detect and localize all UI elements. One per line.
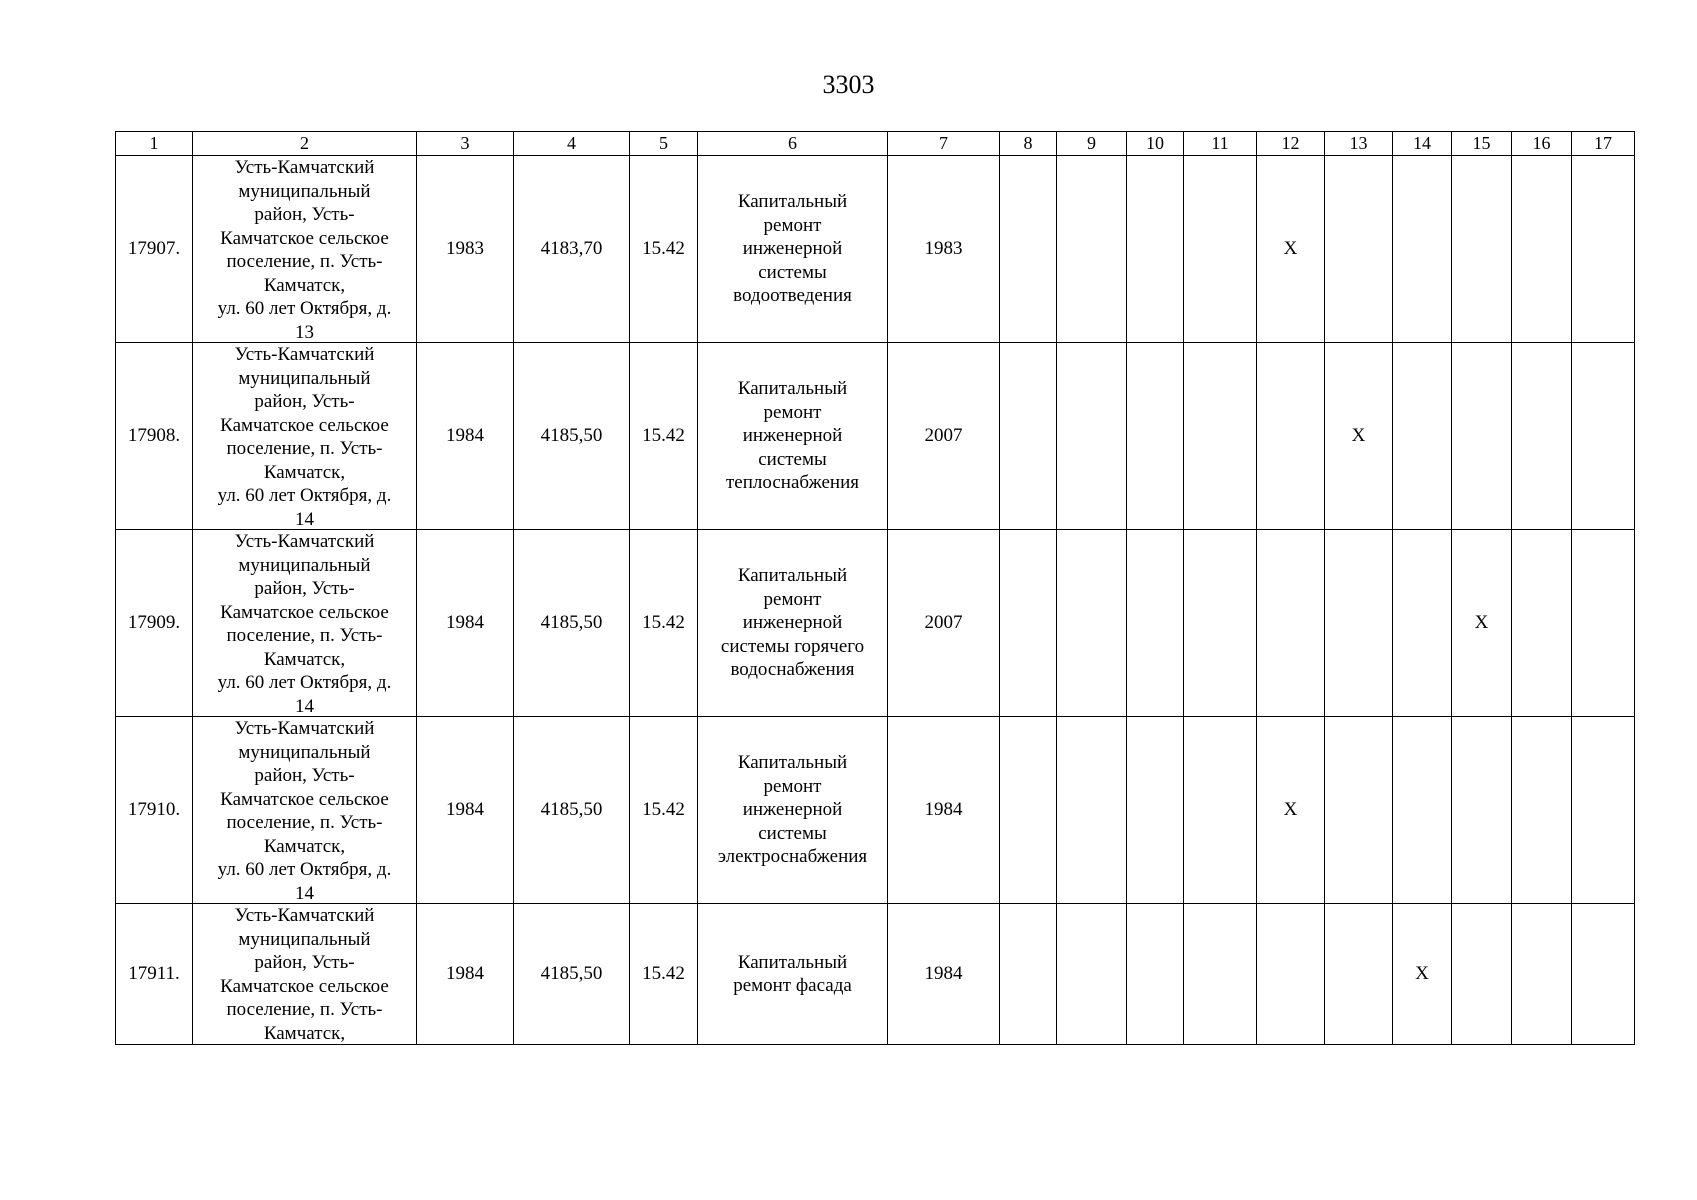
address-line: район, Усть-: [254, 765, 355, 786]
address-cell: [193, 156, 417, 343]
mark-cell: [1512, 717, 1572, 904]
work-line: ремонт: [763, 588, 822, 610]
mark-cell: [1000, 343, 1057, 530]
address-line: 14: [295, 508, 314, 529]
year-cell: 1983: [888, 156, 1000, 343]
work-type-cell: [698, 530, 888, 717]
work-line: Капитальный: [737, 752, 848, 774]
address-text: [199, 717, 410, 903]
address-text: [199, 156, 410, 342]
work-line: ремонт: [763, 401, 822, 423]
address-line: Камчатск,: [263, 1022, 346, 1044]
year-cell: 2007: [888, 343, 1000, 530]
header-cell: 17: [1572, 132, 1635, 156]
header-cell: 3: [417, 132, 514, 156]
address-line: Усть-Камчатский: [234, 531, 375, 552]
table-row: [116, 343, 1635, 530]
header-cell: 9: [1057, 132, 1127, 156]
address-line: ул. 60 лет Октября, д.: [217, 485, 392, 506]
mark-cell: [1184, 717, 1257, 904]
address-line: поселение, п. Усть-: [226, 625, 383, 646]
address-line: поселение, п. Усть-: [226, 999, 383, 1020]
year-built: 1984: [417, 904, 514, 1045]
mark-cell: [1572, 530, 1635, 717]
header-cell: 7: [888, 132, 1000, 156]
mark-cell: [1572, 156, 1635, 343]
year-built: 1983: [417, 156, 514, 343]
mark-cell: [1127, 343, 1184, 530]
row-number: 17908.: [116, 343, 193, 530]
header-cell: 16: [1512, 132, 1572, 156]
mark-cell: [1512, 343, 1572, 530]
address-line: 14: [295, 695, 314, 716]
mark-cell: X: [1325, 343, 1393, 530]
address-text: [199, 343, 410, 529]
year-cell: 1984: [888, 904, 1000, 1045]
address-line: ул. 60 лет Октября, д.: [217, 672, 392, 693]
mark-cell: [1572, 904, 1635, 1045]
mark-cell: [1000, 717, 1057, 904]
address-line: 13: [295, 321, 314, 342]
header-cell: 8: [1000, 132, 1057, 156]
mark-cell: [1184, 343, 1257, 530]
header-cell: 13: [1325, 132, 1393, 156]
mark-cell: [1257, 343, 1325, 530]
mark-cell: [1057, 717, 1127, 904]
work-line: Капитальный: [737, 951, 848, 973]
mark-cell: [1572, 343, 1635, 530]
address-line: муниципальный: [238, 554, 371, 576]
code-cell: 15.42: [630, 904, 698, 1045]
address-line: Камчатск,: [263, 835, 346, 857]
header-cell: 6: [698, 132, 888, 156]
total-area: 4185,50: [514, 904, 630, 1045]
work-line: системы горячего: [720, 635, 865, 657]
mark-cell: [1057, 156, 1127, 343]
mark-cell: [1452, 343, 1512, 530]
mark-cell: [1512, 530, 1572, 717]
header-cell: 5: [630, 132, 698, 156]
work-type-cell: [698, 156, 888, 343]
code-cell: 15.42: [630, 530, 698, 717]
work-line: инженерной: [742, 612, 843, 634]
mark-cell: [1257, 530, 1325, 717]
work-line: системы: [758, 448, 827, 470]
address-line: поселение, п. Усть-: [226, 812, 383, 833]
address-line: Камчатск,: [263, 461, 346, 483]
mark-cell: [1393, 343, 1452, 530]
address-line: район, Усть-: [254, 391, 355, 412]
work-line: ремонт: [763, 775, 822, 797]
address-line: муниципальный: [238, 741, 371, 763]
work-line: Капитальный: [737, 565, 848, 587]
work-line: водоснабжения: [730, 659, 855, 681]
address-cell: [193, 904, 417, 1045]
total-area: 4185,50: [514, 717, 630, 904]
work-line: электроснабжения: [717, 846, 868, 868]
address-line: район, Усть-: [254, 204, 355, 225]
address-line: Усть-Камчатский: [234, 905, 375, 926]
address-line: Камчатское сельское: [220, 788, 389, 810]
address-line: поселение, п. Усть-: [226, 251, 383, 272]
mark-cell: [1452, 156, 1512, 343]
address-cell: [193, 530, 417, 717]
mark-cell: X: [1257, 156, 1325, 343]
address-line: муниципальный: [238, 928, 371, 950]
work-line: системы: [758, 822, 827, 844]
table-row: [116, 717, 1635, 904]
row-number: 17911.: [116, 904, 193, 1045]
header-cell: 14: [1393, 132, 1452, 156]
address-cell: [193, 343, 417, 530]
mark-cell: [1127, 904, 1184, 1045]
address-line: Камчатск,: [263, 274, 346, 296]
mark-cell: [1393, 717, 1452, 904]
work-line: инженерной: [742, 238, 843, 260]
table-row: [116, 530, 1635, 717]
mark-cell: [1512, 904, 1572, 1045]
mark-cell: [1000, 156, 1057, 343]
work-line: водоотведения: [733, 285, 852, 307]
mark-cell: [1127, 530, 1184, 717]
mark-cell: [1325, 156, 1393, 343]
address-text: [199, 530, 410, 716]
header-cell: 12: [1257, 132, 1325, 156]
header-cell: 1: [116, 132, 193, 156]
code-cell: 15.42: [630, 717, 698, 904]
row-number: 17909.: [116, 530, 193, 717]
mark-cell: [1057, 904, 1127, 1045]
mark-cell: [1325, 904, 1393, 1045]
mark-cell: X: [1452, 530, 1512, 717]
page-number: 3303: [822, 70, 875, 99]
year-built: 1984: [417, 717, 514, 904]
mark-cell: [1184, 156, 1257, 343]
mark-cell: [1127, 717, 1184, 904]
address-line: муниципальный: [238, 180, 371, 202]
mark-cell: [1057, 530, 1127, 717]
total-area: 4183,70: [514, 156, 630, 343]
mark-cell: [1184, 530, 1257, 717]
year-built: 1984: [417, 343, 514, 530]
address-line: Камчатское сельское: [220, 227, 389, 249]
mark-cell: [1325, 717, 1393, 904]
row-number: 17910.: [116, 717, 193, 904]
address-line: Усть-Камчатский: [234, 344, 375, 365]
address-line: район, Усть-: [254, 578, 355, 599]
address-line: район, Усть-: [254, 952, 355, 973]
mark-cell: [1257, 904, 1325, 1045]
mark-cell: [1572, 717, 1635, 904]
table-row: [116, 156, 1635, 343]
work-line: инженерной: [742, 425, 843, 447]
row-number: 17907.: [116, 156, 193, 343]
work-line: Капитальный: [737, 191, 848, 213]
mark-cell: [1127, 156, 1184, 343]
address-line: Камчатское сельское: [220, 601, 389, 623]
header-cell: 2: [193, 132, 417, 156]
mark-cell: [1393, 530, 1452, 717]
address-line: ул. 60 лет Октября, д.: [217, 859, 392, 880]
code-cell: 15.42: [630, 156, 698, 343]
table-row: [116, 904, 1635, 1045]
mark-cell: [1184, 904, 1257, 1045]
work-line: Капитальный: [737, 378, 848, 400]
year-built: 1984: [417, 530, 514, 717]
address-line: ул. 60 лет Октября, д.: [217, 298, 392, 319]
address-line: Камчатское сельское: [220, 414, 389, 436]
work-type-cell: [698, 717, 888, 904]
address-cell: [193, 717, 417, 904]
address-text: [199, 904, 410, 1044]
code-cell: 15.42: [630, 343, 698, 530]
address-line: Усть-Камчатский: [234, 157, 375, 178]
work-line: теплоснабжения: [726, 472, 859, 494]
mark-cell: [1057, 343, 1127, 530]
total-area: 4185,50: [514, 530, 630, 717]
work-line: системы: [758, 261, 827, 283]
work-type-cell: [698, 343, 888, 530]
address-line: Камчатск,: [263, 648, 346, 670]
header-cell: 10: [1127, 132, 1184, 156]
mark-cell: X: [1257, 717, 1325, 904]
year-cell: 1984: [888, 717, 1000, 904]
work-line: инженерной: [742, 799, 843, 821]
mark-cell: [1325, 530, 1393, 717]
header-row: [116, 132, 1635, 156]
address-line: 14: [295, 882, 314, 903]
total-area: 4185,50: [514, 343, 630, 530]
header-cell: 11: [1184, 132, 1257, 156]
header-cell: 4: [514, 132, 630, 156]
address-line: Камчатское сельское: [220, 975, 389, 997]
mark-cell: [1000, 904, 1057, 1045]
address-line: муниципальный: [238, 367, 371, 389]
year-cell: 2007: [888, 530, 1000, 717]
mark-cell: [1512, 156, 1572, 343]
mark-cell: [1452, 904, 1512, 1045]
mark-cell: [1000, 530, 1057, 717]
register-table: [115, 131, 1635, 1045]
work-type-cell: [698, 904, 888, 1045]
mark-cell: [1393, 156, 1452, 343]
mark-cell: [1452, 717, 1512, 904]
mark-cell: X: [1393, 904, 1452, 1045]
header-cell: 15: [1452, 132, 1512, 156]
address-line: Усть-Камчатский: [234, 718, 375, 739]
work-line: ремонт: [763, 214, 822, 236]
address-line: поселение, п. Усть-: [226, 438, 383, 459]
work-line: ремонт фасада: [733, 975, 852, 996]
